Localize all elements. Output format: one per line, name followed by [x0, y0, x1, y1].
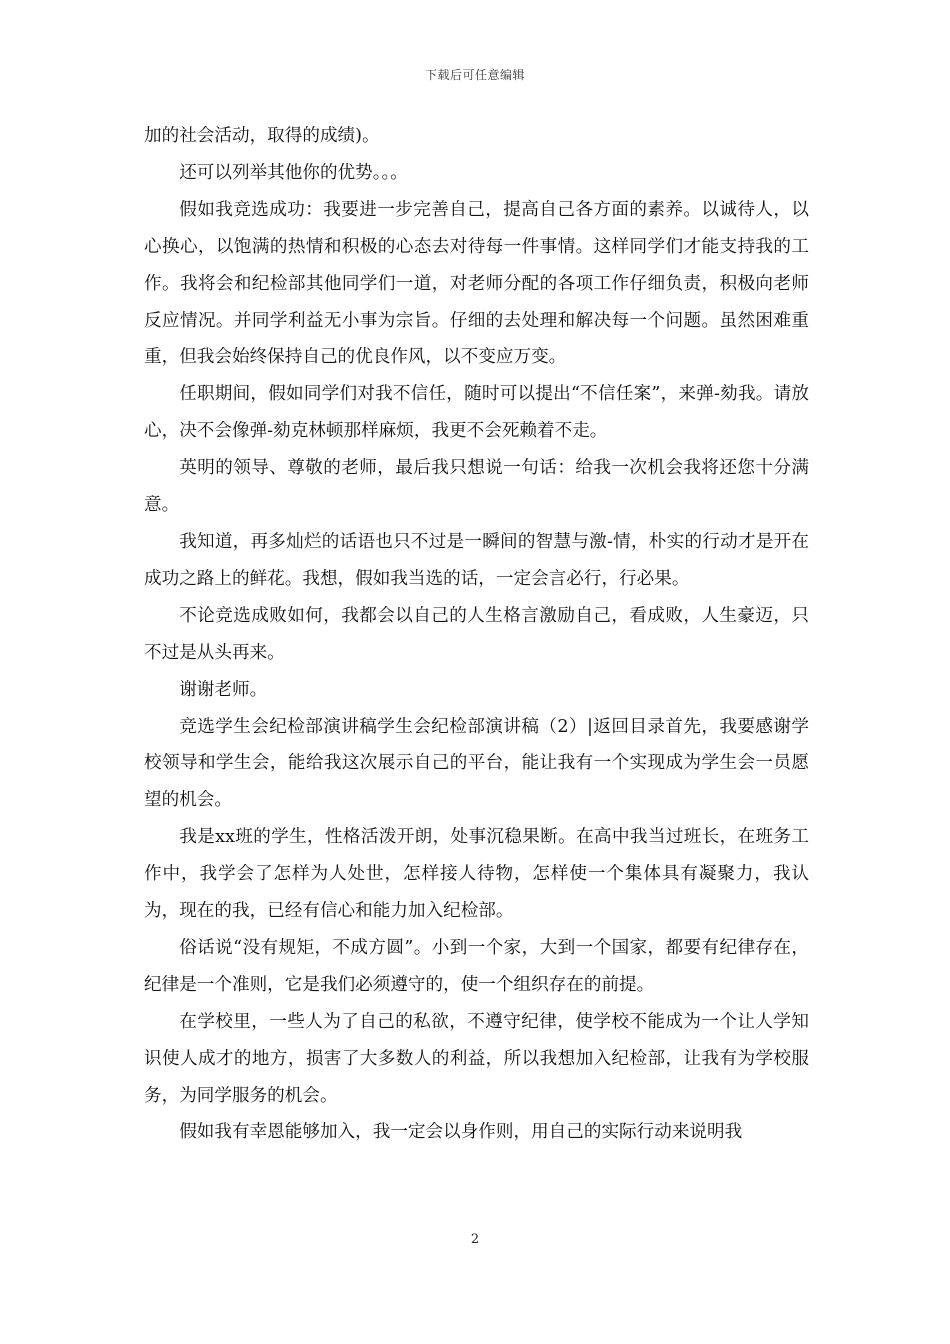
paragraph: 加的社会活动，取得的成绩)。 [144, 126, 380, 146]
paragraph: 谢谢老师。 [179, 679, 268, 700]
paragraph: 假如我有幸恩能够加入，我一定会以身作则，用自己的实际行动来说明我 [179, 1122, 743, 1143]
document-body [144, 118, 809, 1151]
page-number: 2 [470, 1232, 480, 1247]
paragraph: 任职期间，假如同学们对我不信任，随时可以提出“不信任案”，来弹-劾我。请放心，决不会像弹-劾克林顿那样麻烦，我更不会死赖着不走。 [144, 384, 809, 442]
paragraph: 还可以列举其他你的优势。。。 [179, 162, 408, 183]
paragraph: 我知道，再多灿烂的话语也只不过是一瞬间的智慧与激-情，朴实的行动才是开在成功之路上的鲜花。我想，假如我当选的话，一定会言必行，行必果。 [144, 531, 809, 589]
page-header: 下载后可任意编辑 [424, 68, 525, 82]
paragraph: 英明的领导、尊敬的老师，最后我只想说一句话：给我一次机会我将还您十分满意。 [144, 458, 809, 516]
paragraph: 竞选学生会纪检部演讲稿学生会纪检部演讲稿（2）|返回目录首先，我要感谢学校领导和学生会，能给我这次展示自己的平台，能让我有一个实现成为学生会一员愿望的机会。 [144, 716, 809, 811]
paragraph: 俗话说“没有规矩，不成方圆”。小到一个家，大到一个国家，都要有纪律存在，纪律是一个准则，它是我们必须遵守的，使一个组织存在的前提。 [144, 937, 809, 995]
paragraph: 假如我竞选成功：我要进一步完善自己，提高自己各方面的素养。以诚待人，以心换心，以饱满的热情和积极的心态去对待每一件事情。这样同学们才能支持我的工作。我将会和纪检部其他同学们一道，对老师分配的各项工作仔细负责，积极向老师反应情况。并同学利益无小事为宗旨。仔细的去处理和解决每一个问题。虽然困难重重，但我会始终保持自己的优良作风，以不变应万变。 [144, 199, 809, 368]
paragraph: 我是xx班的学生，性格活泼开朗，处事沉稳果断。在高中我当过班长，在班务工作中，我学会了怎样为人处世，怎样接人待物，怎样使一个集体具有凝聚力，我认为，现在的我，已经有信心和能力加入纪检部。 [144, 827, 809, 922]
paragraph: 在学校里，一些人为了自己的私欲，不遵守纪律，使学校不能成为一个让人学知识使人成才的地方，损害了大多数人的利益，所以我想加入纪检部，让我有为学校服务，为同学服务的机会。 [144, 1011, 809, 1106]
paragraph: 不论竞选成败如何，我都会以自己的人生格言激励自己，看成败，人生豪迈，只不过是从头再来。 [144, 605, 809, 663]
